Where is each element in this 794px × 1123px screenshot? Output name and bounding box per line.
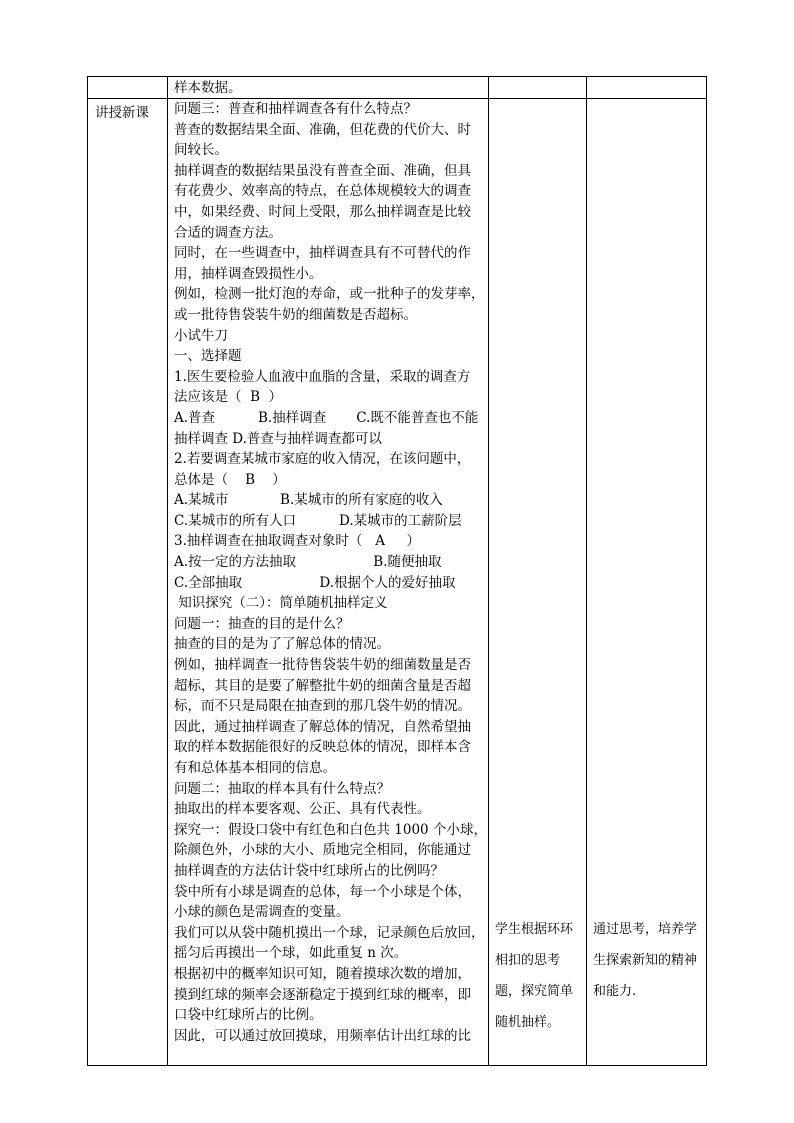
content-line: 问题三：普查和抽样调查各有什么特点？ xyxy=(174,101,417,117)
content-line: 取的样本数据能很好的反映总体的情况，即样本含 xyxy=(174,739,471,756)
content-line: A.某城市 B.某城市的所有家庭的收入 xyxy=(174,492,443,509)
content-line: 2.若要调查某城市家庭的收入情况，在该问题中， xyxy=(174,451,471,468)
content-line: 总体是（ B ） xyxy=(174,471,286,488)
content-cell-top xyxy=(168,77,489,99)
content-line: 因此，可以通过放回摸球，用频率估计出红球的比 xyxy=(174,1027,471,1044)
content-line: 同时，在一些调查中，抽样调查具有不可替代的作 xyxy=(174,245,471,262)
stage-cell-empty xyxy=(88,77,168,99)
content-line: 合适的调查方法。 xyxy=(174,224,282,241)
content-cell xyxy=(168,99,489,1066)
content-line: 口袋中红球所占的比例。 xyxy=(174,1007,323,1024)
content-line: 我们可以从袋中随机摸出一个球，记录颜色后放回， xyxy=(174,924,485,941)
stage-label: 讲授新课 xyxy=(95,105,149,121)
student-activity-cell xyxy=(489,99,587,1066)
content-line: 例如，检测一批灯泡的寿命，或一批种子的发芽率， xyxy=(174,286,485,303)
content-line: 例如，抽样调查一批待售袋装牛奶的细菌数量是否 xyxy=(174,657,471,674)
content-line: 一、选择题 xyxy=(174,348,242,365)
content-line: 用，抽样调查毁损性小。 xyxy=(174,265,323,282)
content-line: 小试牛刀 xyxy=(174,327,228,344)
intent-cell-empty xyxy=(587,77,707,99)
content-line: A.普查 B.抽样调查 C.既不能普查也不能 xyxy=(174,409,479,426)
content-line: 小球的颜色是需调查的变量。 xyxy=(174,904,350,921)
content-line: 探究一：假设口袋中有红色和白色共 1000 个小球， xyxy=(174,821,487,838)
student-activity-text: 学生根据环环相扣的思考题，探究简单随机抽样。 xyxy=(495,922,574,1030)
design-intent-cell xyxy=(587,99,707,1066)
content-line: 抽查的目的是为了了解总体的情况。 xyxy=(174,636,390,653)
stage-cell xyxy=(88,99,168,1066)
lesson-plan-table xyxy=(87,76,707,1066)
content-line: 1.医生要检验人血液中血脂的含量，采取的调查方 xyxy=(174,368,471,385)
content-line: C.某城市的所有人口 D.某城市的工薪阶层 xyxy=(174,512,462,529)
content-line: 问题二：抽取的样本具有什么特点？ xyxy=(174,780,390,797)
content-line: 抽样调查 D.普查与抽样调查都可以 xyxy=(174,430,382,447)
content-text: 样本数据。 xyxy=(174,80,242,96)
content-line: 问题一：抽查的目的是什么？ xyxy=(174,615,350,632)
content-line: 知识探究（二）：简单随机抽样定义 xyxy=(174,595,388,612)
content-line: 抽样调查的数据结果虽没有普查全面、准确，但具 xyxy=(174,162,471,179)
content-line: 因此，通过抽样调查了解总体的情况，自然希望抽 xyxy=(174,718,471,735)
content-line: A.按一定的方法抽取 B.随便抽取 xyxy=(174,554,442,571)
content-line: 有花费少、效率高的特点，在总体规模较大的调查 xyxy=(174,183,471,200)
content-line: 根据初中的概率知识可知，随着摸球次数的增加， xyxy=(174,965,471,982)
content-line: 摸到红球的频率会逐渐稳定于摸到红球的概率，即 xyxy=(174,986,471,1003)
content-line: C.全部抽取 D.根据个人的爱好抽取 xyxy=(174,574,456,591)
design-intent-text: 通过思考，培养学生探索新知的精神和能力. xyxy=(593,922,698,999)
content-line: 3.抽样调查在抽取调查对象时（ A ） xyxy=(174,533,420,550)
table-row xyxy=(88,77,707,99)
content-line: 中，如果经费、时间上受限，那么抽样调查是比较 xyxy=(174,203,471,220)
content-body xyxy=(168,99,488,1046)
content-line: 法应该是（ B ） xyxy=(174,389,283,406)
content-line: 超标，其目的是要了解整批牛奶的细菌含量是否超 xyxy=(174,677,471,694)
content-line: 或一批待售袋装牛奶的细菌数是否超标。 xyxy=(174,306,417,323)
content-line: 标，而不只是局限在抽查到的那几袋牛奶的情况。 xyxy=(174,698,471,715)
content-line: 摇匀后再摸出一个球，如此重复 n 次。 xyxy=(174,945,408,962)
content-line: 除颜色外，小球的大小、质地完全相同，你能通过 xyxy=(174,842,471,859)
content-line: 间较长。 xyxy=(174,142,228,159)
content-line: 抽样调查的方法估计袋中红球所占的比例吗？ xyxy=(174,862,444,879)
student-cell-empty xyxy=(489,77,587,99)
table-row xyxy=(88,99,707,1066)
content-line: 普查的数据结果全面、准确，但花费的代价大、时 xyxy=(174,121,471,138)
content-line: 抽取出的样本要客观、公正、具有代表性。 xyxy=(174,801,431,818)
content-line: 有和总体基本相同的信息。 xyxy=(174,760,336,776)
content-line: 袋中所有小球是调查的总体，每一个小球是个体， xyxy=(174,883,471,900)
